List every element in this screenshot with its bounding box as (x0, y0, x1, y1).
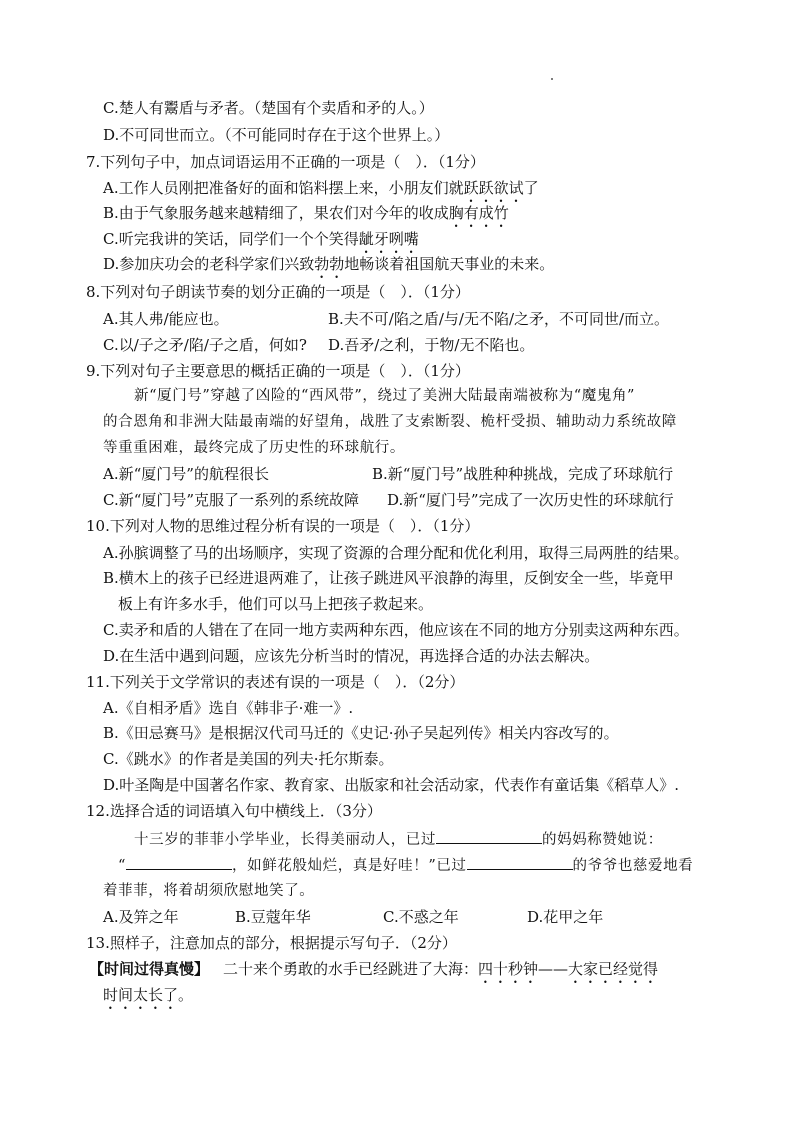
q13-example-line-2: 时间太长了。 (103, 986, 194, 1004)
q10-option-b-line-2: 板上有许多水手，他们可以马上把孩子救起来。 (118, 595, 434, 613)
q9-option-c: C.新“厦门号”克服了一系列的系统故障 (103, 491, 360, 509)
q12-passage-line-1: 十三岁的菲菲小学毕业，长得美丽动人，已过 的妈妈称赞她说： (134, 829, 663, 850)
fill-blank-1[interactable] (436, 829, 542, 844)
q9-option-d: D.新“厦门号”完成了一次历史性的环球航行 (387, 491, 674, 509)
q11-option-a: A.《自相矛盾》选自《韩非子·难一》. (103, 699, 354, 717)
question-9-stem: 9.下列对句子主要意思的概括正确的一项是（ ）．（1分） (86, 362, 470, 380)
q11-option-c: C.《跳水》的作者是美国的列夫·托尔斯泰。 (103, 750, 394, 768)
q6-option-d: D.不可同世而立。（不可能同时存在于这个世界上。） (103, 126, 450, 144)
q13-example-tag: 【时间过得真慢】 (89, 960, 210, 978)
q12-passage-line-2: “ ，如鲜花般灿烂，真是好哇！”已过 的爷爷也慈爱地看 (118, 855, 693, 876)
q12-option-d: D.花甲之年 (527, 908, 604, 926)
q9-passage-line-3: 等重重困难，最终完成了历史性的环球航行。 (103, 440, 405, 456)
question-12-stem: 12.选择合适的词语填入句中横线上．（3分） (86, 802, 382, 820)
q11-option-b: B.《田忌赛马》是根据汉代司马迁的《史记·孙子吴起列传》相关内容改写的。 (103, 724, 619, 742)
q7-option-d: D.参加庆功会的老科学家们兴致勃勃地畅谈着祖国航天事业的未来。 (103, 255, 555, 273)
q13-example-line-1: 【时间过得真慢】 二十来个勇敢的水手已经跳进了大海：四十秒钟——大家已经觉得 (89, 960, 659, 978)
q12-option-a: A.及笄之年 (103, 908, 179, 926)
q12-option-c: C.不惑之年 (383, 908, 459, 926)
question-8-stem: 8.下列对句子朗读节奏的划分正确的一项是（ ）．（1分） (86, 283, 470, 301)
stray-dot (551, 78, 553, 80)
question-11-stem: 11.下列关于文学常识的表述有误的一项是（ ）．（2分） (86, 673, 465, 691)
q9-passage-line-2: 的合恩角和非洲大陆最南端的好望角，战胜了支索断裂、桅杆受损、辅助动力系统故障 (103, 414, 677, 430)
q8-option-a: A.其人弗/能应也。 (103, 310, 229, 328)
q8-option-b: B.夫不可/陷之盾/与/无不陷/之矛，不可同世/而立。 (328, 310, 670, 328)
q10-option-a: A.孙膑调整了马的出场顺序，实现了资源的合理分配和优化利用，取得三局两胜的结果。 (103, 544, 689, 562)
q11-option-d: D.叶圣陶是中国著名作家、教育家、出版家和社会活动家，代表作有童话集《稻草人》. (103, 776, 680, 794)
q6-option-c: C.楚人有鬻盾与矛者。（楚国有个卖盾和矛的人。） (103, 99, 434, 117)
q10-option-b-line-1: B.横木上的孩子已经进退两难了，让孩子跳进风平浪静的海里，反倒安全一些，毕竟甲 (103, 569, 674, 587)
q9-option-a: A.新“厦门号”的航程很长 (103, 465, 269, 483)
q12-passage-line-3: 着菲菲，将着胡须欣慰地笑了。 (103, 883, 315, 899)
q9-option-b: B.新“厦门号”战胜种种挑战，完成了环球航行 (372, 465, 674, 483)
q7-option-c: C.听完我讲的笑话，同学们一个个笑得龇牙咧嘴 (103, 230, 419, 248)
q12-option-b: B.豆蔻年华 (235, 908, 311, 926)
fill-blank-2[interactable] (126, 855, 232, 870)
question-10-stem: 10.下列对人物的思维过程分析有误的一项是（ ）．（1分） (86, 517, 480, 535)
q9-passage-line-1: 新“厦门号”穿越了凶险的“西风带”，绕过了美洲大陆最南端被称为“魔鬼角” (134, 388, 636, 404)
q7-option-b: B.由于气象服务越来越精细了，果农们对今年的收成胸有成竹 (103, 204, 509, 222)
question-7-stem: 7.下列句子中，加点词语运用不正确的一项是（ ）．（1分） (86, 153, 485, 171)
q10-option-d: D.在生活中遇到问题，应该先分析当时的情况，再选择合适的办法去解决。 (103, 647, 600, 665)
q7-option-a: A.工作人员刚把准备好的面和馅料摆上来，小朋友们就跃跃欲试了 (103, 179, 539, 197)
q8-option-d: D.吾矛/之利，于物/无不陷也。 (328, 336, 535, 354)
q8-option-c: C.以/子之矛/陷/子之盾，何如? (103, 336, 307, 354)
q10-option-c: C.卖矛和盾的人错在了在同一地方卖两种东西，他应该在不同的地方分别卖这两种东西。 (103, 621, 689, 639)
fill-blank-3[interactable] (467, 855, 573, 870)
question-13-stem: 13.照样子，注意加点的部分，根据提示写句子．（2分） (86, 934, 457, 952)
